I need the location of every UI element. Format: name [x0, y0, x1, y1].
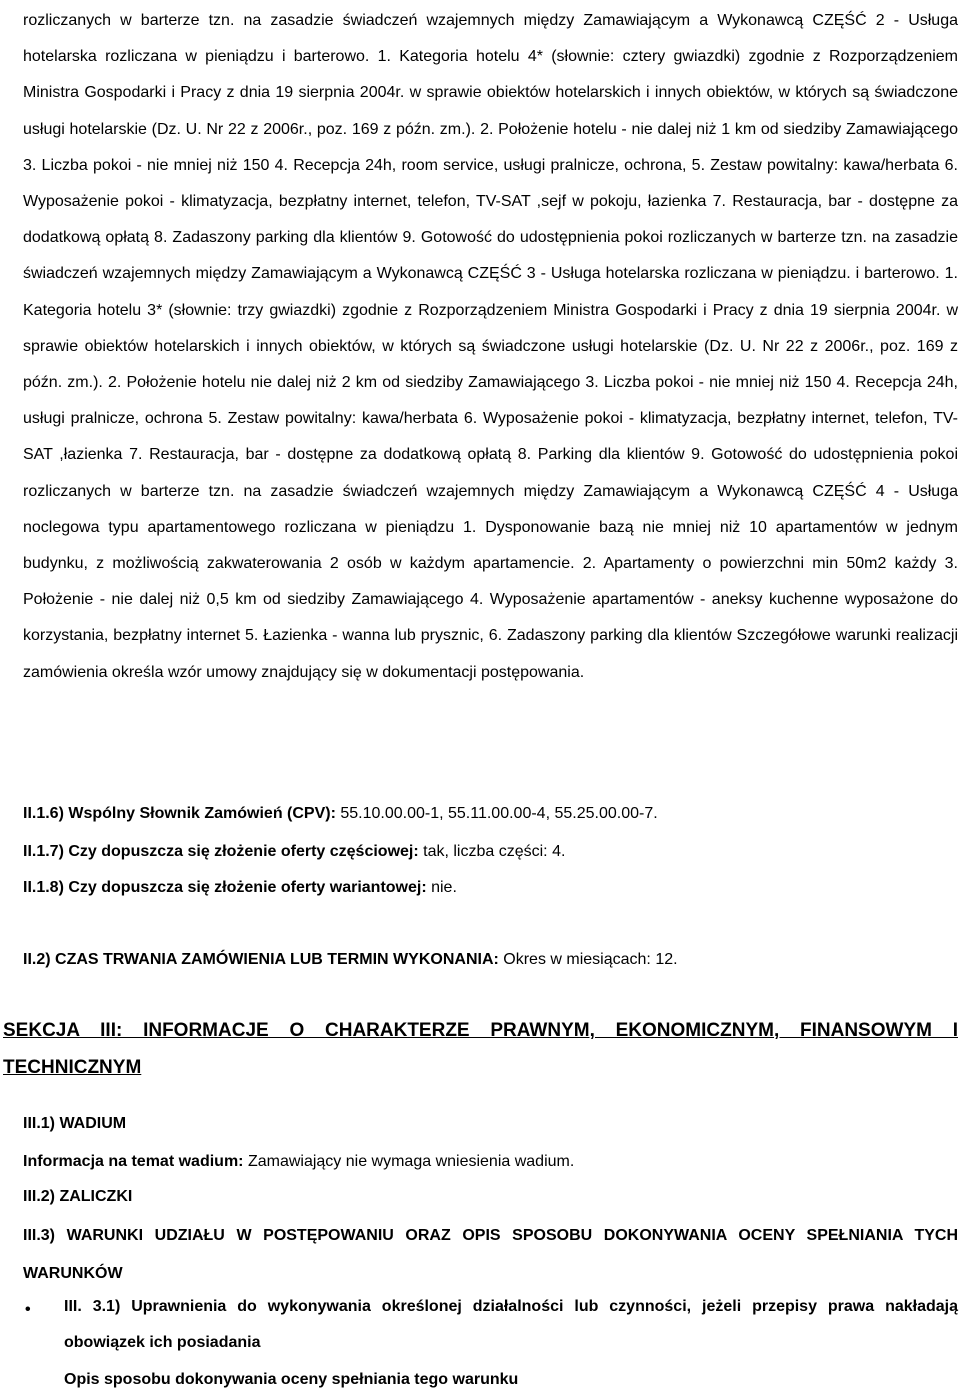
wadium-label: Informacja na temat wadium:	[23, 1153, 244, 1170]
duration-value: Okres w miesiącach: 12.	[498, 951, 678, 968]
cpv-value: 55.10.00.00-1, 55.11.00.00-4, 55.25.00.00-7.	[335, 805, 658, 822]
cpv-label: II.1.6) Wspólny Słownik Zamówień (CPV):	[23, 805, 336, 822]
cpv-line	[23, 804, 658, 824]
partial-offer-value: tak, liczba części: 4.	[418, 843, 566, 860]
partial-offer-line	[23, 842, 565, 862]
body-paragraph: rozliczanych w barterze tzn. na zasadzie świadczeń wzajemnych między Zamawiającym a Wykonawcą CZĘŚĆ 2 - Usługa hotelarska rozliczana w pieniądzu i barterowo. 1. Kategoria hotelu 4* (słownie: cztery gwiazdki) zgodnie z Rozporządzeniem Ministra Gospodarki i Pracy z dnia 19 sierpnia 2004r. w sprawie obiektów hotelarskich i innych obiektów, w których są świadczone usługi hotelarskie (Dz. U. Nr 22 z 2006r., poz. 169 z późn. zm.). 2. Położenie hotelu - nie dalej niż 1 km od siedziby Zamawiającego 3. Liczba pokoi - nie mniej niż 150 4. Recepcja 24h, room service, usługi pralnicze, ochrona, 5. Zestaw powitalny: kawa/herbata 6. Wyposażenie pokoi - klimatyzacja, bezpłatny internet, telefon, TV-SAT ,sejf w pokoju, łazienka 7. Restauracja, bar - dostępne za dodatkową opłatą 8. Zadaszony parking dla klientów 9. Gotowość do udostępnienia pokoi rozliczanych w barterze tzn. na zasadzie świadczeń wzajemnych między Zamawiającym a Wykonawcą CZĘŚĆ 3 - Usługa hotelarska rozliczana w pieniądzu. i barterowo. 1. Kategoria hotelu 3* (słownie: trzy gwiazdki) zgodnie z Rozporządzeniem Ministra Gospodarki i Pracy z dnia 19 sierpnia 2004r. w sprawie obiektów hotelarskich i innych obiektów, w których są świadczone usługi hotelarskie (Dz. U. Nr 22 z 2006r., poz. 169 z późn. zm.). 2. Położenie hotelu nie dalej niż 2 km od siedziby Zamawiającego 3. Liczba pokoi - nie mniej niż 150 4. Recepcja 24h, usługi pralnicze, ochrona 5. Zestaw powitalny: kawa/herbata 6. Wyposażenie pokoi - klimatyzacja, bezpłatny internet, telefon, TV-SAT ,łazienka 7. Restauracja, bar - dostępne za dodatkową opłatą 8. Parking dla klientów 9. Gotowość do udostępnienia pokoi rozliczanych w barterze tzn. na zasadzie świadczeń wzajemnych między Zamawiającym a Wykonawcą CZĘŚĆ 4 - Usługa noclegowa typu apartamentowego rozliczana w pieniądzu 1. Dysponowanie bazą nie mniej niż 10 apartamentów w jednym budynku, z możliwością zakwaterowania 2 osób w każdym apartamencie. 2. Apartamenty o powierzchni min 50m2 każdy 3. Położenie - nie dalej niż 0,5 km od siedziby Zamawiającego 4. Wyposażenie apartamentów - aneksy kuchenne wyposażone do korzystania, bezpłatny internet 5. Łazienka - wanna lub prysznic, 6. Zadaszony parking dla klientów Szczegółowe warunki realizacji zamówienia określa wzór umowy znajdujący się w dokumentacji postępowania.	[23, 12, 958, 681]
variant-offer-value: nie.	[426, 879, 457, 896]
wadium-line	[23, 1152, 574, 1172]
variant-offer-line	[23, 878, 457, 898]
opis-heading: Opis sposobu dokonywania oceny spełniania tego warunku	[64, 1371, 519, 1388]
wadium-heading: III.1) WADIUM	[23, 1115, 127, 1132]
bullet-symbol: •	[25, 1301, 31, 1318]
bullet-text: III. 3.1) Uprawnienia do wykonywania określonej działalności lub czynności, jeżeli przepisy prawa nakładają obowiązek ich posiadania	[64, 1298, 958, 1351]
section-3-title: SEKCJA III: INFORMACJE O CHARAKTERZE PRAWNYM, EKONOMICZNYM, FINANSOWYM I TECHNICZNYM	[3, 1020, 958, 1078]
duration-label: II.2) CZAS TRWANIA ZAMÓWIENIA LUB TERMIN WYKONANIA:	[23, 951, 499, 968]
partial-offer-label: II.1.7) Czy dopuszcza się złożenie oferty częściowej:	[23, 843, 419, 860]
zaliczki-heading: III.2) ZALICZKI	[23, 1188, 133, 1205]
variant-offer-label: II.1.8) Czy dopuszcza się złożenie oferty wariantowej:	[23, 879, 427, 896]
duration-line	[23, 950, 678, 970]
warunki-heading: III.3) WARUNKI UDZIAŁU W POSTĘPOWANIU ORAZ OPIS SPOSOBU DOKONYWANIA OCENY SPEŁNIANIA TYCH WARUNKÓW	[23, 1227, 958, 1282]
wadium-value: Zamawiający nie wymaga wniesienia wadium.	[243, 1153, 575, 1170]
